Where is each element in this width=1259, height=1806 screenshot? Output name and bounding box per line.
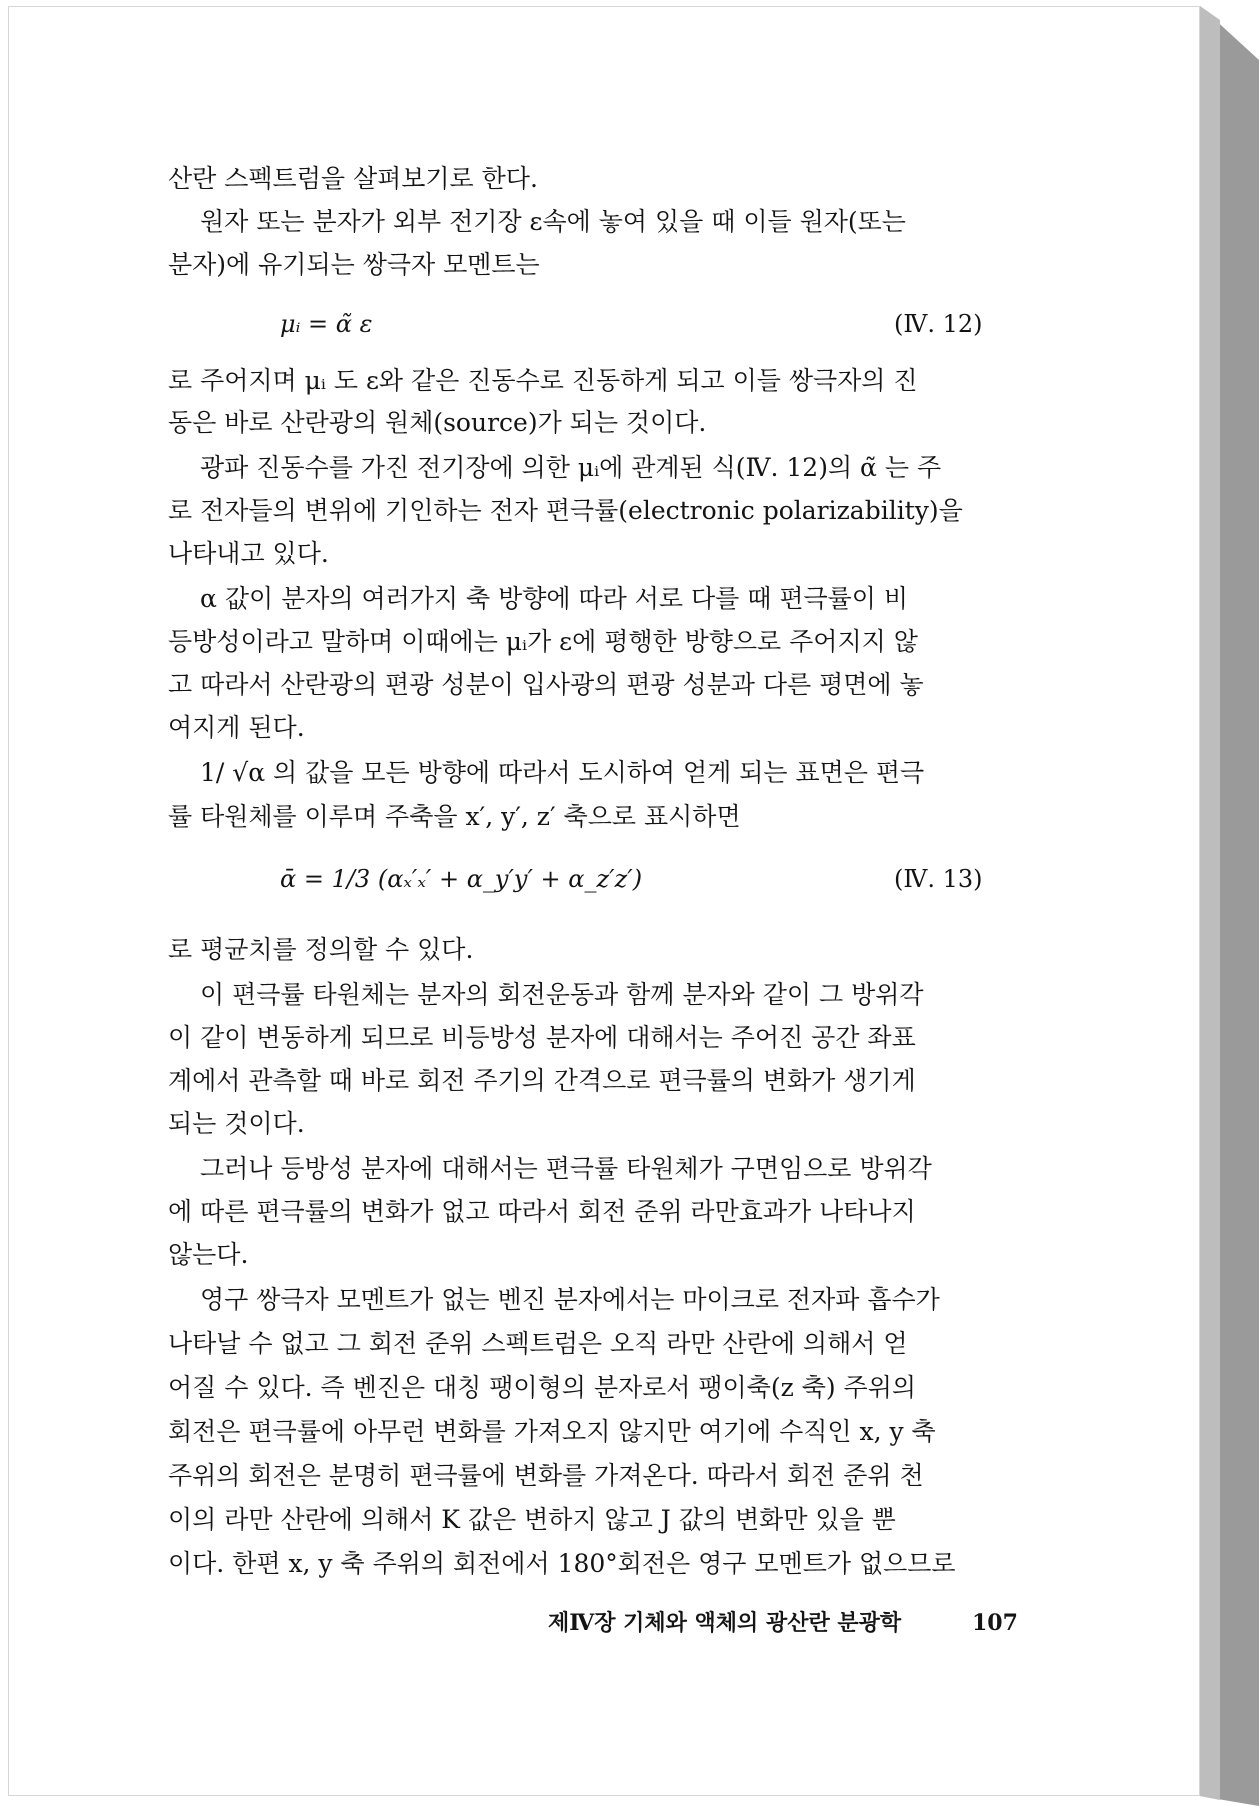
text-line: 원자 또는 분자가 외부 전기장 ε속에 놓여 있을 때 이들 원자(또는 [200,207,906,236]
page-edge-highlight [1200,6,1220,1800]
text-line: 로 주어지며 μᵢ 도 ε와 같은 진동수로 진동하게 되고 이들 쌍극자의 진 [168,366,918,395]
equation-iv-13: ᾱ = 1/3 (αₓ′ₓ′ + α_y′y′ + α_z′z′) [280,865,643,893]
text-line: 1/ √α 의 값을 모든 방향에 따라서 도시하여 얻게 되는 표면은 편극 [200,758,925,787]
text-line: 되는 것이다. [168,1109,305,1138]
text-line: 그러나 등방성 분자에 대해서는 편극률 타원체가 구면임으로 방위각 [200,1154,932,1183]
text-line: 에 따른 편극률의 변화가 없고 따라서 회전 준위 라만효과가 나타나지 [168,1197,916,1226]
text-line: 률 타원체를 이루며 주축을 x′, y′, z′ 축으로 표시하면 [168,802,741,831]
text-line: 이 편극률 타원체는 분자의 회전운동과 함께 분자와 같이 그 방위각 [200,980,924,1009]
text-line: 로 평균치를 정의할 수 있다. [168,935,474,964]
text-line: 이의 라만 산란에 의해서 K 값은 변하지 않고 J 값의 변화만 있을 뿐 [168,1505,896,1534]
text-line: 나타내고 있다. [168,539,329,568]
text-line: α 값이 분자의 여러가지 축 방향에 따라 서로 다를 때 편극률이 비 [200,584,909,613]
text-line: 분자)에 유기되는 쌍극자 모멘트는 [168,250,540,279]
text-line: 여지게 된다. [168,713,305,742]
text-line: 이 같이 변동하게 되므로 비등방성 분자에 대해서는 주어진 공간 좌표 [168,1023,916,1052]
text-line: 어질 수 있다. 즉 벤진은 대칭 팽이형의 분자로서 팽이축(z 축) 주위의 [168,1373,916,1402]
text-line: 않는다. [168,1240,249,1269]
text-line: 고 따라서 산란광의 편광 성분이 입사광의 편광 성분과 다른 평면에 놓 [168,670,924,699]
equation-number: (Ⅳ. 12) [894,310,983,338]
text-line: 광파 진동수를 가진 전기장에 의한 μᵢ에 관계된 식(Ⅳ. 12)의 α̃ 는 주 [200,453,942,482]
text-line: 영구 쌍극자 모멘트가 없는 벤진 분자에서는 마이크로 전자파 흡수가 [200,1285,940,1314]
text-line: 로 전자들의 변위에 기인하는 전자 편극률(electronic polarizability)을 [168,496,963,525]
text-line: 회전은 편극률에 아무런 변화를 가져오지 않지만 여기에 수직인 x, y 축 [168,1417,936,1446]
equation-number: (Ⅳ. 13) [894,865,983,893]
text-line: 동은 바로 산란광의 원체(source)가 되는 것이다. [168,408,707,437]
page-number: 107 [972,1610,1018,1636]
text-line: 계에서 관측할 때 바로 회전 주기의 간격으로 편극률의 변화가 생기게 [168,1066,916,1095]
text-line: 나타날 수 없고 그 회전 준위 스펙트럼은 오직 라만 산란에 의해서 얻 [168,1329,908,1358]
text-line: 이다. 한편 x, y 축 주위의 회전에서 180°회전은 영구 모멘트가 없으므로 [168,1549,956,1578]
running-footer: 제Ⅳ장 기체와 액체의 광산란 분광학 [548,1610,902,1636]
text-line: 주위의 회전은 분명히 편극률에 변화를 가져온다. 따라서 회전 준위 천 [168,1461,924,1490]
equation-iv-12: μᵢ = α̃ ε [280,310,373,338]
text-line: 산란 스펙트럼을 살펴보기로 한다. [168,164,538,193]
text-line: 등방성이라고 말하며 이때에는 μᵢ가 ε에 평행한 방향으로 주어지지 않 [168,627,918,656]
